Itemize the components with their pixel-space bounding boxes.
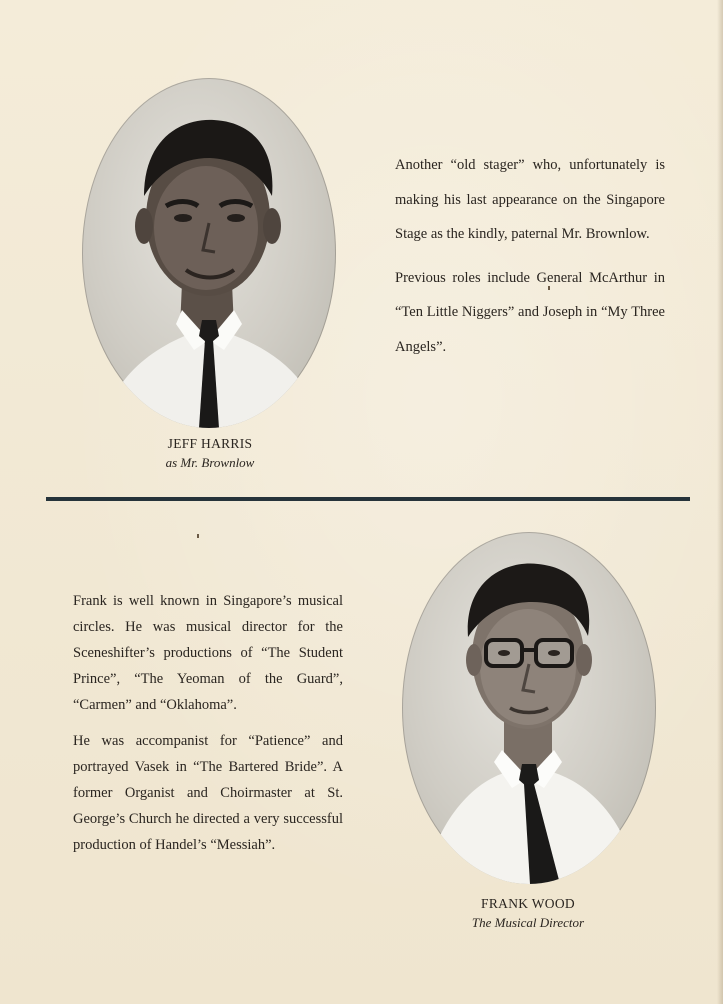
jeff-harris-bio: [395, 148, 665, 364]
frank-bio-paragraph-1: Frank is well known in Singapore’s musical circles. He was musical director for the Sceneshifter’s productions of “The Student Prince”, “The Yeoman of the Guard”, “Carmen” and “Oklahoma”.: [73, 593, 343, 713]
jeff-harris-portrait: [82, 78, 336, 428]
frank-bio-paragraph-2: He was accompanist for “Patience” and portrayed Vasek in “The Bartered Bride”. A former Organist and Choirmaster at St. George’s Church he directed a very successful production of Handel’s “Messiah”.: [73, 733, 343, 853]
jeff-harris-caption: [110, 436, 310, 471]
frank-wood-caption: [428, 896, 628, 931]
jeff-bio-paragraph-2: Previous roles include General McArthur in “Ten Little Niggers” and Joseph in “My Three Angels”.: [395, 269, 665, 355]
frank-portrait-illustration: [402, 532, 656, 884]
jeff-harris-name: JEFF HARRIS: [167, 436, 253, 451]
section-divider: [46, 497, 690, 501]
frank-wood-portrait: [402, 532, 656, 884]
print-speck: [197, 534, 199, 538]
print-speck: [548, 286, 550, 290]
frank-wood-name: FRANK WOOD: [481, 896, 575, 911]
frank-wood-bio: [73, 588, 343, 858]
jeff-bio-paragraph-1: Another “old stager” who, unfortunately is making his last appearance on the Singapore Stage as the kindly, paternal Mr. Brownlow.: [395, 157, 665, 242]
jeff-harris-role: as Mr. Brownlow: [165, 455, 255, 470]
jeff-portrait-illustration: [82, 78, 336, 428]
page-edge-shadow: [717, 0, 723, 1004]
frank-wood-role: The Musical Director: [471, 915, 585, 930]
